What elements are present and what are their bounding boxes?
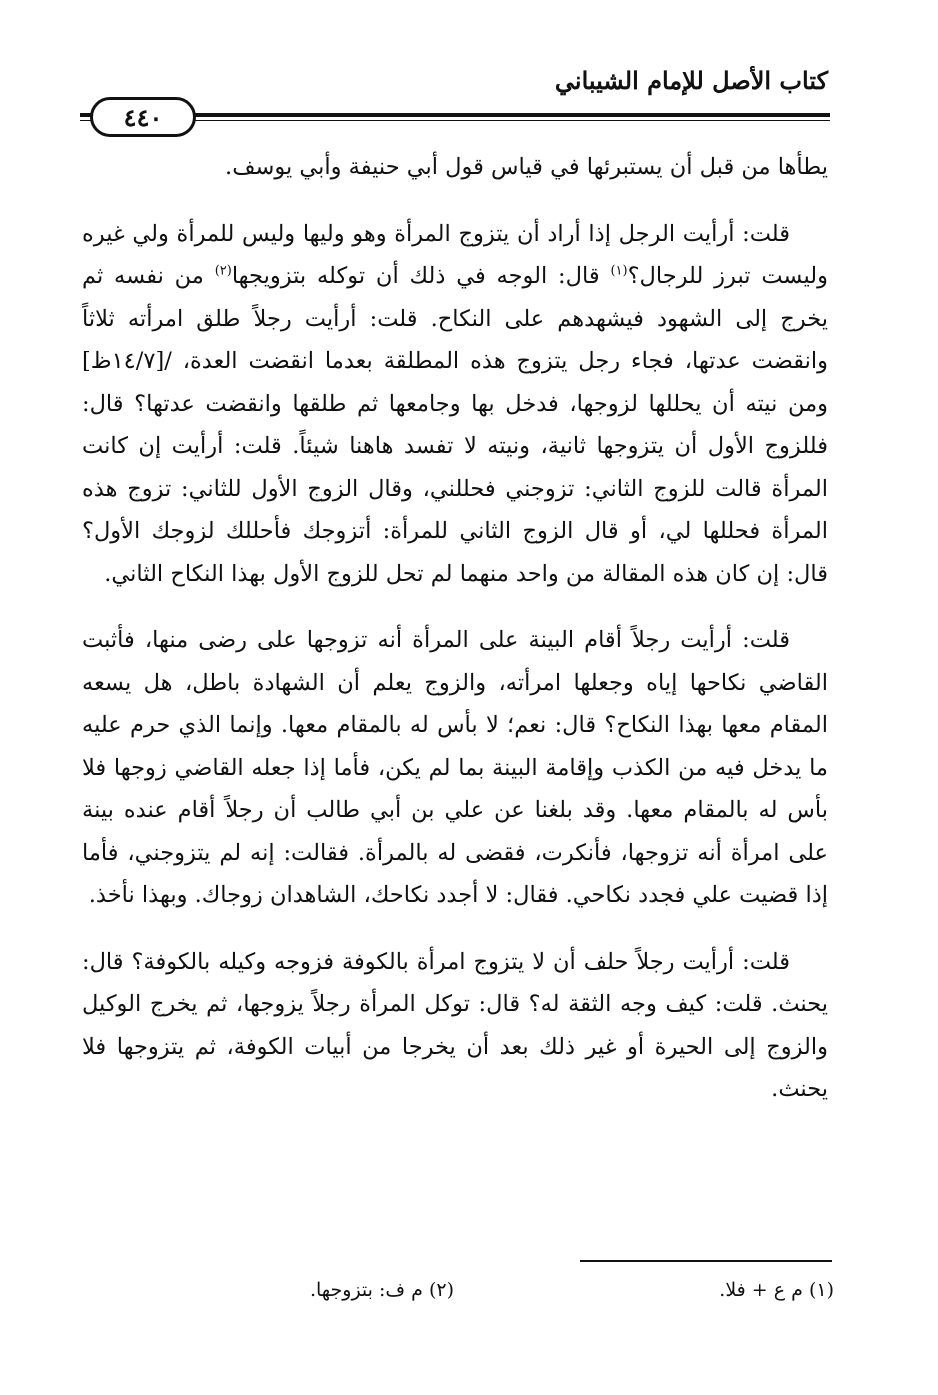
footnote-ref-2[interactable]: (٢): [214, 263, 232, 279]
paragraph-text: قال: الوجه في ذلك أن توكله بتزويجها: [231, 263, 600, 289]
footnote-separator: [580, 1260, 832, 1262]
paragraph: [82, 146, 828, 189]
footnote-1: [719, 1275, 834, 1305]
paragraph: [82, 619, 828, 917]
paragraph-text: من نفسه ثم يخرج إلى الشهود فيشهدهم على النكاح. قلت: أرأيت رجلاً طلق امرأته ثلاثاً وانقضت عدتها، فجاء رجل يتزوج هذه المطلقة بعدما انقضت العدة، /[١٤/٧ظ] ومن نيته أن يحللها لزوجها، فدخل بها وجامعها ثم طلقها وانقضت عدتها؟ قال: فللزوج الأول أن يتزوجها ثانية، ونيته لا تفسد هاهنا شيئاً. قلت: أرأيت إن كانت المرأة قالت للزوج الثاني: تزوجني فحللني، وقال الزوج الأول للثاني: تزوج هذه المرأة فحللها لي، أو قال الزوج الثاني للمرأة: أتزوجك فأحللك لزوجك الأول؟ قال: إن كان هذه المقالة من واحد منهما لم تحل للزوج الأول بهذا النكاح الثاني.: [82, 263, 828, 587]
paragraph: [82, 213, 828, 596]
page-number-badge: [90, 97, 196, 137]
paragraph-text: قلت: أرأيت الرجل إذا أراد أن يتزوج المرأة وهو وليها وليس للمرأة ولي غيره وليست تبرز للرجال؟: [82, 220, 829, 289]
paragraph-text: يطأها من قبل أن يستبرئها في قياس قول أبي حنيفة وأبي يوسف.: [225, 154, 828, 180]
running-header-title: كتاب الأصل للإمام الشيباني: [554, 66, 828, 95]
paragraph-text: قلت: أرأيت رجلاً حلف أن لا يتزوج امرأة بالكوفة فزوجه وكيله بالكوفة؟ قال: يحنث. قلت: كيف وجه الثقة له؟ قال: توكل المرأة رجلاً يزوجها، ثم يخرج الوكيل والزوج إلى الحيرة أو غير ذلك بعد أن يخرجا من أبيات الكوفة، ثم يتزوجها فلا يحنث.: [82, 948, 828, 1102]
footnote-text: م ع + فلا.: [719, 1279, 803, 1301]
footnote-ref-1[interactable]: (١): [610, 263, 628, 279]
footnote-text: م ف: بتزوجها.: [309, 1279, 423, 1301]
paragraph: [82, 941, 828, 1111]
footnote-marker: (٢): [428, 1279, 454, 1301]
main-text: [82, 146, 828, 1111]
footnote-2: [310, 1275, 454, 1305]
footnote-marker: (١): [808, 1279, 834, 1301]
paragraph-text: قلت: أرأيت رجلاً أقام البينة على المرأة أنه تزوجها على رضى منها، فأثبت القاضي نكاحها إياه وجعلها امرأته، والزوج يعلم أن الشهادة باطل، هل يسعه المقام معها بهذا النكاح؟ قال: نعم؛ لا بأس له بالمقام معها. وإنما الذي حرم عليه ما يدخل فيه من الكذب وإقامة البينة بما لم يكن، فأما إذا جعله القاضي زوجها فلا بأس له بالمقام معها. وقد بلغنا عن علي بن أبي طالب أن رجلاً أقام عنده بينة على امرأة أنه تزوجها، فأنكرت، فقضى له بالمرأة. فقالت: إنه لم يتزوجني، فأما إذا قضيت علي فجدد نكاحي. فقال: لا أجدد نكاحك، الشاهدان زوجاك. وبهذا نأخذ.: [82, 627, 828, 908]
page-number: ٤٤٠: [123, 102, 163, 132]
